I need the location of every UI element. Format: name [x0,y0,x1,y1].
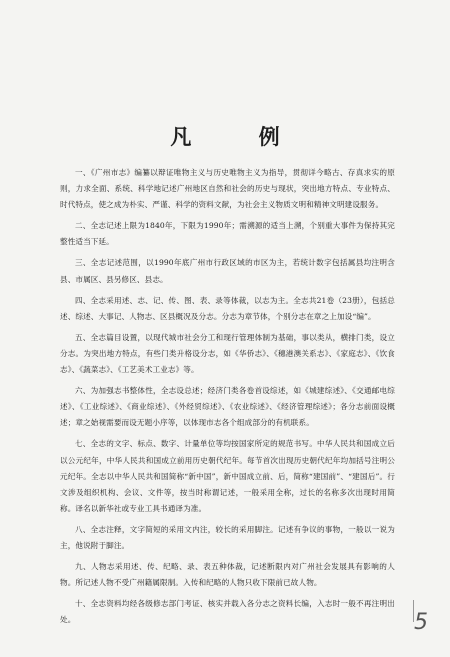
paragraph-7: 七、全志的文字、标点、数字、计量单位等均按国家所定的规范书写。中华人民共和国成立后以公元纪年，中华人民共和国成立前用历史朝代纪年。每节首次出现历史朝代纪年均加括号注明公元纪年。全志以中华人民共和国简称“新中国”，新中国成立前、后，简称“建国前”、“建国后”。行文涉及组织机构、会议、文件等，按当时称谓记述，一般采用全称，过长的名称多次出现时用简称。译名以新华社或专业工具书通译为准。 [60,439,395,513]
paragraph-6: 六、为加强志书整体性，全志设总述；经济门类各卷首设综述，如《城建综述》、《交通邮电综述》、《工业综述》、《商业综述》、《外经贸综述》、《农业综述》、《经济管理综述》；各分志前面设概述；章之始视需要而设无题小序等，以体现市志各个组成部分的有机联系。 [60,386,395,428]
paragraph-5: 五、全志篇目设置，以现代城市社会分工和现行管理体制为基础，事以类从，横排门类，设立分志。为突出地方特点，有些门类升格设分志，如《华侨志》、《穗港澳关系志》、《家庭志》、《饮食志》、《蔬菜志》、《工艺美术工业志》等。 [60,332,395,375]
paragraph-1: 一、《广州市志》编纂以辩证唯物主义与历史唯物主义为指导，贯彻详今略古、存真求实的原则，力求全面、系统、科学地记述广州地区自然和社会的历史与现状，突出地方特点、专业特点、时代特点，使之成为朴实、严谨、科学的资料文献，为社会主义物质文明和精神文明建设服务。 [60,168,395,210]
page-number: 5 [414,610,428,635]
paragraph-3: 三、全志记述范围，以1990年底广州市行政区域的市区为主，若统计数字包括属县均注明含县、市属区、县另修区、县志。 [60,258,395,284]
paragraph-8: 八、全志注释，文字简短的采用文内注，较长的采用脚注。记述有争议的事物，一般以一说为主，他说附于脚注。 [60,524,395,550]
page-title: 凡 例 [170,124,310,149]
paragraph-4: 四、全志采用述、志、记、传、图、表、录等体裁，以志为主。全志共21卷（23册），包括总述、综述、大事记、人物志、区县概况及分志。分志为章节体，个别分志在章之上加设“编”。 [60,295,395,321]
paragraph-10: 十、全志资料均经各级修志部门考证、核实并载入各分志之资料长编，入志时一般不再注明出处。 [60,599,395,625]
paragraph-2: 二、全志记述上限为1840年，下限为1990年；需溯源的适当上溯，个别重大事件为保持其完整性适当下延。 [60,221,395,247]
document-body [60,165,395,633]
paragraph-9: 九、人物志采用述、传、纪略、录、表五种体裁，记述断限内对广州社会发展具有影响的人物。所记述人物不受广州籍属限制。入传和纪略的人物只收下限前已故人物。 [60,562,395,588]
